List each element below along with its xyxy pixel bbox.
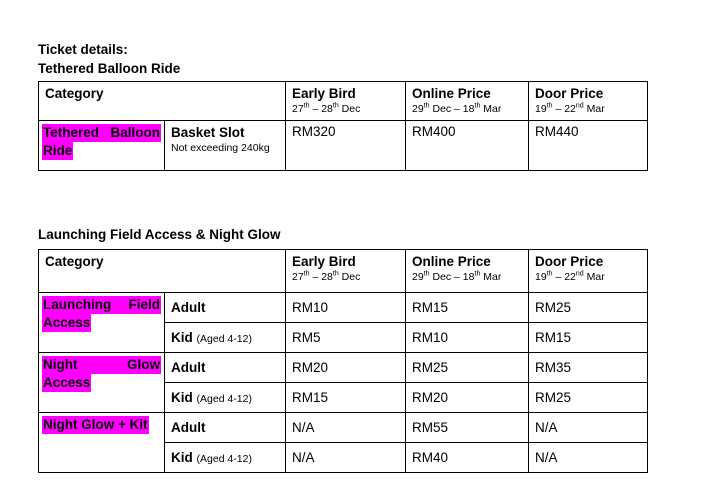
header-door-price-label: Door Price — [535, 86, 604, 101]
section-heading-tethered: Tethered Balloon Ride — [38, 61, 181, 76]
table-header-row — [39, 250, 648, 293]
tethered-balloon-table — [38, 81, 648, 171]
header-early-bird-cell — [286, 250, 406, 293]
tethered-balloon-row — [39, 121, 648, 171]
category-highlight-tethered: Tethered Balloon Ride — [43, 125, 160, 158]
header-category-cell — [39, 82, 286, 121]
ticket-type-cell: Adult — [165, 293, 286, 323]
header-door-price-dates: 19th – 22nd Mar — [535, 270, 605, 283]
price-cell: RM15 — [406, 293, 529, 323]
price-cell: RM15 — [286, 383, 406, 413]
category-highlight-night-glow: Night Glow Access — [43, 357, 160, 390]
header-online-price-label: Online Price — [412, 86, 491, 101]
price-cell: RM20 — [286, 353, 406, 383]
ticket-type-cell: Kid (Aged 4-12) — [165, 443, 286, 473]
price-cell: RM25 — [529, 383, 648, 413]
price-cell: RM15 — [529, 323, 648, 353]
category-highlight-night-glow-kit: Night Glow + Kit — [43, 417, 148, 432]
price-cell: N/A — [286, 413, 406, 443]
header-online-price-label: Online Price — [412, 254, 491, 269]
price-cell: RM25 — [406, 353, 529, 383]
price-cell: RM400 — [406, 121, 529, 171]
price-cell: RM20 — [406, 383, 529, 413]
header-door-price-cell — [529, 82, 648, 121]
header-early-bird-label: Early Bird — [292, 254, 356, 269]
price-cell: RM320 — [286, 121, 406, 171]
price-cell: RM35 — [529, 353, 648, 383]
header-door-price-dates: 19th – 22nd Mar — [535, 102, 605, 115]
ticket-type-cell: Kid (Aged 4-12) — [165, 383, 286, 413]
night-glow-kit-adult-row — [39, 413, 648, 443]
header-online-price-cell — [406, 82, 529, 121]
basket-slot-cell — [165, 121, 286, 171]
price-cell: RM5 — [286, 323, 406, 353]
price-cell: RM55 — [406, 413, 529, 443]
launching-field-adult-row — [39, 293, 648, 323]
header-online-price-cell — [406, 250, 529, 293]
category-highlight-launching-field: Launching Field Access — [43, 297, 160, 330]
night-glow-adult-row — [39, 353, 648, 383]
header-category-label: Category — [45, 86, 104, 101]
category-cell-night-glow — [39, 353, 165, 413]
header-online-price-dates: 29th Dec – 18th Mar — [412, 102, 502, 115]
ticket-type-cell: Kid (Aged 4-12) — [165, 323, 286, 353]
category-cell-launching-field — [39, 293, 165, 353]
table-header-row — [39, 82, 648, 121]
basket-slot-note: Not exceeding 240kg — [171, 142, 270, 154]
price-cell: N/A — [529, 413, 648, 443]
price-cell: RM10 — [406, 323, 529, 353]
header-early-bird-label: Early Bird — [292, 86, 356, 101]
header-door-price-label: Door Price — [535, 254, 604, 269]
ticket-type-cell: Adult — [165, 353, 286, 383]
section-heading-field-glow: Launching Field Access & Night Glow — [38, 227, 281, 242]
price-cell: N/A — [529, 443, 648, 473]
ticket-type-cell: Adult — [165, 413, 286, 443]
price-cell: RM10 — [286, 293, 406, 323]
header-early-bird-dates: 27th – 28th Dec — [292, 102, 361, 115]
field-glow-table — [38, 249, 648, 473]
price-cell: N/A — [286, 443, 406, 473]
header-early-bird-cell — [286, 82, 406, 121]
basket-slot-title: Basket Slot — [171, 125, 245, 140]
header-door-price-cell — [529, 250, 648, 293]
price-cell: RM40 — [406, 443, 529, 473]
header-early-bird-dates: 27th – 28th Dec — [292, 270, 361, 283]
header-category-cell — [39, 250, 286, 293]
price-cell: RM25 — [529, 293, 648, 323]
category-cell-tethered — [39, 121, 165, 171]
price-cell: RM440 — [529, 121, 648, 171]
header-online-price-dates: 29th Dec – 18th Mar — [412, 270, 502, 283]
page-title: Ticket details: — [38, 42, 128, 57]
header-category-label: Category — [45, 254, 104, 269]
category-cell-night-glow-kit — [39, 413, 165, 473]
